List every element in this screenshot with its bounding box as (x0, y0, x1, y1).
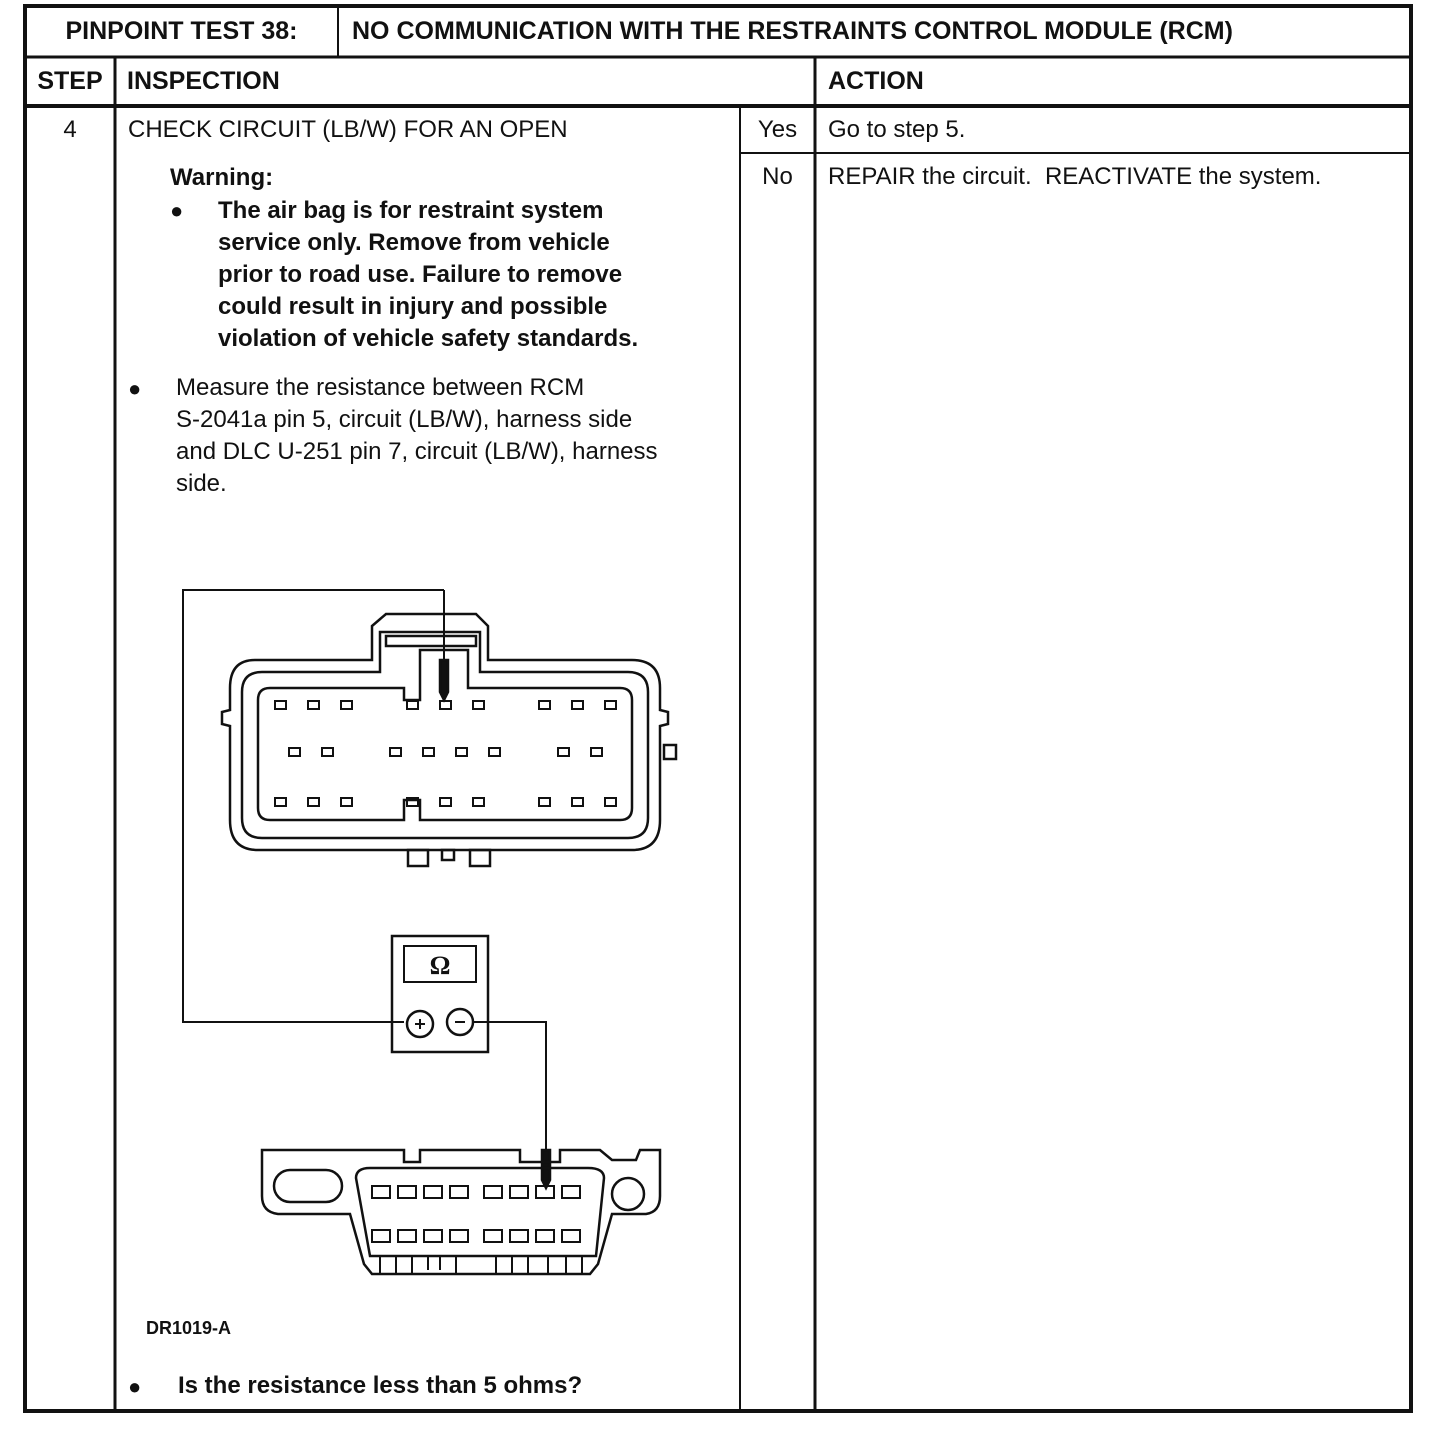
measure-line: S-2041a pin 5, circuit (LB/W), harness side (176, 406, 633, 433)
wiring-diagram (140, 570, 700, 1290)
measure-line: side. (176, 470, 227, 497)
figure-id: DR1019-A (146, 1318, 232, 1338)
step-title: CHECK CIRCUIT (LB/W) FOR AN OPEN (128, 116, 568, 143)
warning-line: The air bag is for restraint system (218, 197, 604, 224)
column-header-inspection: INSPECTION (127, 67, 280, 95)
test-number-label: PINPOINT TEST 38: (65, 17, 298, 45)
warning-line: service only. Remove from vehicle (218, 229, 610, 256)
warning-line: prior to road use. Failure to remove (218, 261, 623, 288)
bullet-icon: ● (128, 376, 142, 401)
ohm-symbol: Ω (429, 951, 451, 980)
step-number: 4 (63, 116, 77, 143)
column-header-step: STEP (37, 67, 103, 95)
action-no: REPAIR the circuit. REACTIVATE the system. (828, 163, 1322, 190)
action-yes: Go to step 5. (828, 116, 966, 143)
bullet-icon: ● (170, 198, 184, 223)
warning-label: Warning: (170, 164, 274, 191)
warning-text (218, 195, 638, 355)
dlc-connector-icon (262, 1150, 660, 1274)
measure-instruction (176, 372, 658, 500)
column-header-action: ACTION (828, 67, 924, 95)
answer-no: No (762, 163, 793, 190)
bullet-icon: ● (128, 1374, 142, 1399)
warning-line: violation of vehicle safety standards. (218, 325, 639, 352)
question-text: Is the resistance less than 5 ohms? (178, 1372, 583, 1399)
rcm-connector-icon (222, 614, 676, 866)
test-title: NO COMMUNICATION WITH THE RESTRAINTS CONTROL MODULE (RCM) (352, 17, 1233, 45)
measure-line: Measure the resistance between RCM (176, 374, 585, 401)
measure-line: and DLC U-251 pin 7, circuit (LB/W), harness (176, 438, 658, 465)
answer-yes: Yes (757, 116, 798, 143)
warning-line: could result in injury and possible (218, 293, 608, 320)
